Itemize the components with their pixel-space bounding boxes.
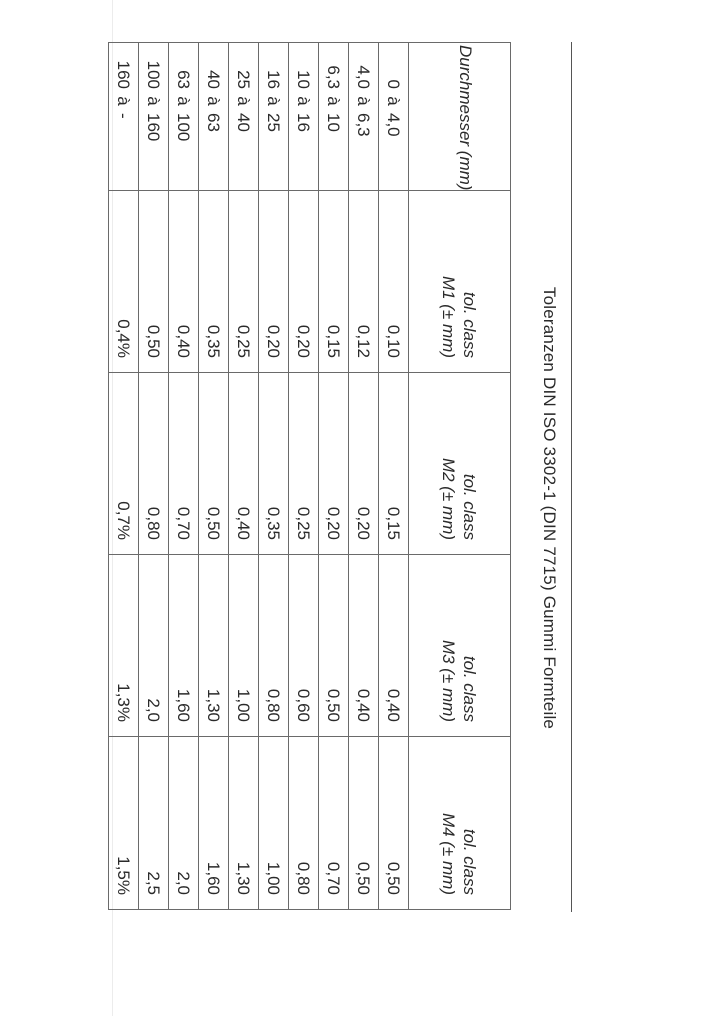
range-from: 10 xyxy=(294,70,314,89)
class-header-line1: tol. class xyxy=(460,473,480,540)
tolerance-m4-cell: 2,0 xyxy=(169,737,199,910)
range-to: 10 xyxy=(324,113,344,132)
range-to: 160 xyxy=(144,113,164,142)
class-header-line2: M1 (± mm) xyxy=(439,275,459,358)
tolerance-m1-cell: 0,35 xyxy=(199,191,229,373)
tolerance-m4-cell: 1,5% xyxy=(109,737,139,910)
table-row xyxy=(379,43,409,910)
tolerance-m1-cell: 0,40 xyxy=(169,191,199,373)
tolerance-m2-cell: 0,20 xyxy=(349,373,379,555)
range-from: 25 xyxy=(234,70,254,89)
range-to: - xyxy=(114,113,134,119)
tolerance-m2-cell: 0,80 xyxy=(139,373,169,555)
table-header-row xyxy=(409,43,511,910)
tolerance-m1-cell: 0,50 xyxy=(139,191,169,373)
table-row xyxy=(199,43,229,910)
range-separator: à xyxy=(264,96,284,106)
tolerance-m2-cell: 0,70 xyxy=(169,373,199,555)
document-title: Toleranzen DIN ISO 3302-1 (DIN 7715) Gummi Formteile xyxy=(540,286,559,730)
range-from: 63 xyxy=(174,70,194,89)
tolerance-m1-cell: 0,20 xyxy=(289,191,319,373)
diameter-header: Durchmesser (mm) xyxy=(409,43,511,191)
tolerance-m3-cell: 0,40 xyxy=(349,555,379,737)
diameter-range-cell xyxy=(109,43,139,191)
tolerance-m1-cell: 0,15 xyxy=(319,191,349,373)
tolerance-m1-cell: 0,12 xyxy=(349,191,379,373)
range-from: 160 xyxy=(114,60,134,89)
table-row xyxy=(109,43,139,910)
tolerance-m4-cell: 1,00 xyxy=(259,737,289,910)
tolerance-m1-cell: 0,20 xyxy=(259,191,289,373)
class-m4-header xyxy=(409,737,511,910)
table-row xyxy=(169,43,199,910)
diameter-range-cell xyxy=(199,43,229,191)
diameter-range-cell xyxy=(169,43,199,191)
tolerance-m3-cell: 0,40 xyxy=(379,555,409,737)
tolerance-m3-cell: 2,0 xyxy=(139,555,169,737)
table-row xyxy=(349,43,379,910)
class-header-line1: tol. class xyxy=(460,655,480,722)
tolerance-m1-cell: 0,25 xyxy=(229,191,259,373)
diameter-range-cell xyxy=(289,43,319,191)
tolerance-m4-cell: 0,50 xyxy=(379,737,409,910)
range-to: 100 xyxy=(174,113,194,142)
table-row xyxy=(229,43,259,910)
tolerance-m4-cell: 1,30 xyxy=(229,737,259,910)
range-separator: à xyxy=(294,96,314,106)
tolerance-m3-cell: 1,60 xyxy=(169,555,199,737)
tolerance-table xyxy=(108,42,511,910)
tolerance-m4-cell: 1,60 xyxy=(199,737,229,910)
range-separator: à xyxy=(174,96,194,106)
tolerance-m2-cell: 0,50 xyxy=(199,373,229,555)
range-separator: à xyxy=(324,96,344,106)
table-row xyxy=(259,43,289,910)
class-header-line2: M2 (± mm) xyxy=(439,457,459,540)
range-to: 40 xyxy=(234,113,254,132)
range-to: 6,3 xyxy=(354,113,374,137)
range-from: 16 xyxy=(264,70,284,89)
range-separator: à xyxy=(354,96,374,106)
class-header-line1: tol. class xyxy=(460,291,480,358)
tolerance-m2-cell: 0,20 xyxy=(319,373,349,555)
tolerance-m2-cell: 0,25 xyxy=(289,373,319,555)
diameter-range-cell xyxy=(379,43,409,191)
tolerance-m4-cell: 0,50 xyxy=(349,737,379,910)
tolerance-m2-cell: 0,35 xyxy=(259,373,289,555)
class-header-line2: M4 (± mm) xyxy=(439,812,459,895)
diameter-range-cell xyxy=(349,43,379,191)
range-separator: à xyxy=(234,96,254,106)
class-header-line2: M3 (± mm) xyxy=(439,639,459,722)
tolerance-m2-cell: 0,15 xyxy=(379,373,409,555)
tolerance-m4-cell: 2,5 xyxy=(139,737,169,910)
tolerance-m1-cell: 0,4% xyxy=(109,191,139,373)
diameter-range-cell xyxy=(139,43,169,191)
diameter-range-cell xyxy=(229,43,259,191)
table-row xyxy=(139,43,169,910)
range-separator: à xyxy=(384,96,404,106)
tolerance-m3-cell: 0,50 xyxy=(319,555,349,737)
range-to: 16 xyxy=(294,113,314,132)
tolerance-m3-cell: 1,30 xyxy=(199,555,229,737)
tolerance-m3-cell: 1,3% xyxy=(109,555,139,737)
table-row xyxy=(319,43,349,910)
range-to: 25 xyxy=(264,113,284,132)
tolerance-m4-cell: 0,80 xyxy=(289,737,319,910)
range-from: 100 xyxy=(144,60,164,89)
range-from: 40 xyxy=(204,70,224,89)
class-m2-header xyxy=(409,373,511,555)
range-from: 0 xyxy=(384,79,404,89)
table-row xyxy=(289,43,319,910)
tolerance-m2-cell: 0,40 xyxy=(229,373,259,555)
range-to: 4,0 xyxy=(384,113,404,137)
tolerance-m3-cell: 0,60 xyxy=(289,555,319,737)
tolerance-m1-cell: 0,10 xyxy=(379,191,409,373)
top-rule xyxy=(571,42,572,912)
table-body xyxy=(109,43,409,910)
diameter-range-cell xyxy=(319,43,349,191)
range-separator: à xyxy=(144,96,164,106)
range-separator: à xyxy=(114,96,134,106)
class-m1-header xyxy=(409,191,511,373)
range-from: 6,3 xyxy=(324,65,344,89)
tolerance-m4-cell: 0,70 xyxy=(319,737,349,910)
diameter-range-cell xyxy=(259,43,289,191)
class-header-line1: tol. class xyxy=(460,828,480,895)
class-m3-header xyxy=(409,555,511,737)
range-to: 63 xyxy=(204,113,224,132)
tolerance-m3-cell: 1,00 xyxy=(229,555,259,737)
range-separator: à xyxy=(204,96,224,106)
range-from: 4,0 xyxy=(354,65,374,89)
tolerance-m3-cell: 0,80 xyxy=(259,555,289,737)
tolerance-m2-cell: 0,7% xyxy=(109,373,139,555)
